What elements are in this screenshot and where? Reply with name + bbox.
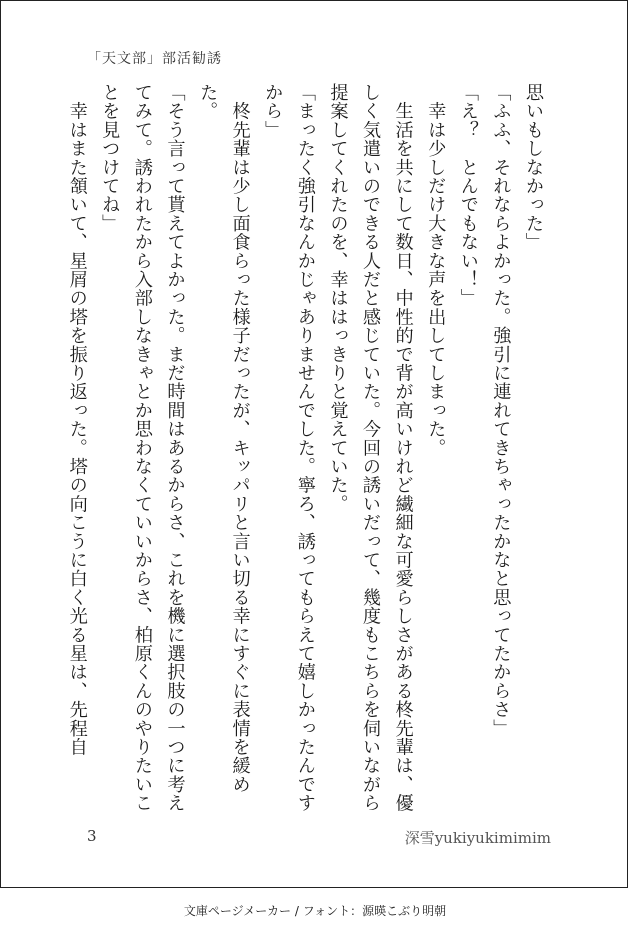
- generator-credit: 文庫ページメーカー / フォント：源暎こぶり明朝: [183, 904, 447, 918]
- novel-body: [66, 83, 549, 828]
- body-line: 幸は少しだけ大きな声を出してしまった。: [425, 83, 447, 457]
- page-number: 3: [87, 827, 97, 845]
- author-name: 深雪yukiyukimimim: [404, 829, 551, 847]
- body-line: 「ふふ、それならよかった。強引に連れてきちゃったかなと思ってたからさ」: [490, 83, 512, 738]
- body-line: 幸はまた頷いて、星屑の塔を振り返った。塔の向こうに白く光る星は、先程自: [66, 83, 88, 757]
- body-line: 柊先輩は少し面食らった様子だったが、キッパリと言い切る幸にすぐに表情を緩めた。: [197, 83, 251, 794]
- chapter-title: 「天文部」部活勧誘: [87, 51, 222, 67]
- body-line: 思いもしなかった」: [523, 83, 544, 252]
- body-line: 「そう言って貰えてよかった。まだ時間はあるからさ、これを機に選択肢の一つに考えてみて。誘われたから入部しなきゃとか思わなくていいからさ、柏原くんのやりたいことを見つけてね」: [99, 83, 186, 813]
- body-line: 「え？ とんでもない！」: [457, 83, 479, 308]
- body-line: 生活を共にして数日、中性的で背が高いけれど繊細な可愛らしさがある柊先輩は、優しく気遣いのできる人だと感じていた。今回の誘いだって、幾度もこちらを伺いながら提案してくれたのを、幸ははっきりと覚えていた。: [327, 83, 414, 813]
- body-line: 「まったく強引なんかじゃありませんでした。寧ろ、誘ってもらえて嬉しかったんですから」: [262, 83, 316, 813]
